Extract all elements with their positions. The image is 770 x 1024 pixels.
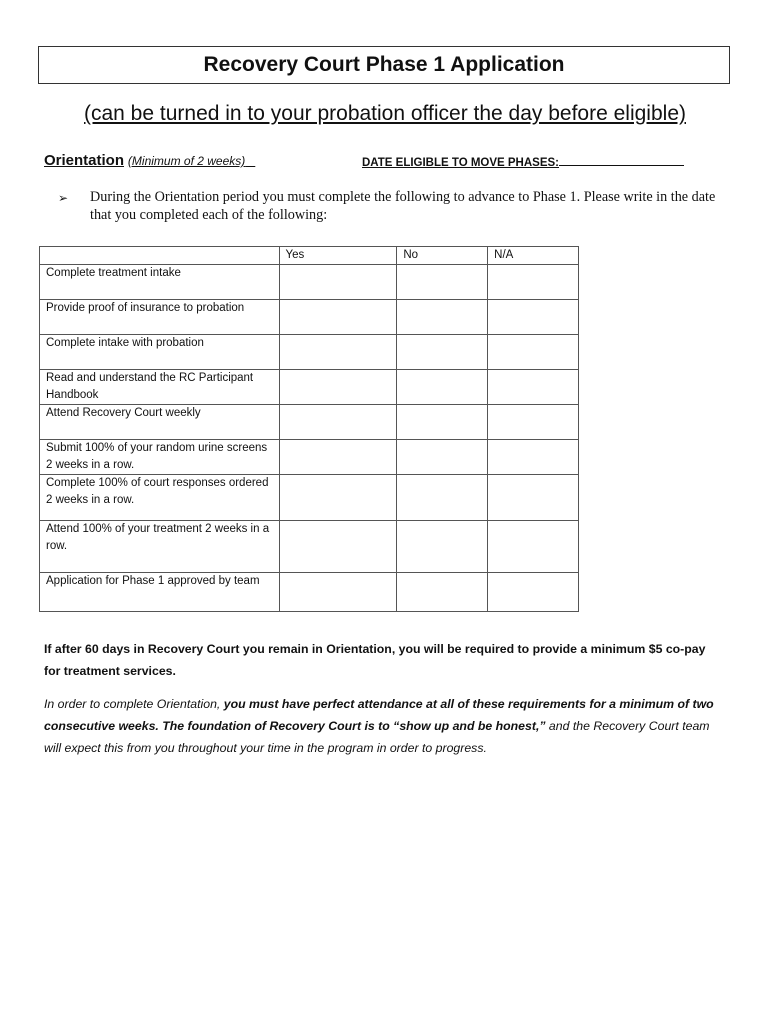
table-row xyxy=(40,335,579,370)
na-cell[interactable] xyxy=(488,475,579,521)
yes-cell[interactable] xyxy=(279,335,397,370)
date-eligible xyxy=(362,154,684,169)
requirement-label: Application for Phase 1 approved by team xyxy=(40,573,280,612)
table-header-no: No xyxy=(397,247,488,265)
requirements-table xyxy=(39,246,579,612)
closing-text-end: and the Recovery Court team will expect this from you throughout your time in the program in order to progress. xyxy=(44,719,710,755)
no-cell[interactable] xyxy=(397,265,488,300)
table-header-row xyxy=(40,247,579,265)
na-cell[interactable] xyxy=(488,573,579,612)
table-row xyxy=(40,573,579,612)
na-cell[interactable] xyxy=(488,405,579,440)
na-cell[interactable] xyxy=(488,440,579,475)
requirement-label: Read and understand the RC Participant Handbook xyxy=(40,370,280,405)
requirement-label: Attend 100% of your treatment 2 weeks in a row. xyxy=(40,521,280,573)
table-header-cell xyxy=(40,247,280,265)
yes-cell[interactable] xyxy=(279,265,397,300)
yes-cell[interactable] xyxy=(279,440,397,475)
table-row xyxy=(40,475,579,521)
yes-cell[interactable] xyxy=(279,370,397,405)
table-row xyxy=(40,405,579,440)
yes-cell[interactable] xyxy=(279,475,397,521)
no-cell[interactable] xyxy=(397,405,488,440)
requirement-label: Submit 100% of your random urine screens 2 weeks in a row. xyxy=(40,440,280,475)
form-title: Recovery Court Phase 1 Application xyxy=(203,53,565,76)
no-cell[interactable] xyxy=(397,475,488,521)
yes-cell[interactable] xyxy=(279,521,397,573)
table-header-na: N/A xyxy=(488,247,579,265)
arrow-bullet-icon: ➢ xyxy=(58,191,69,205)
na-cell[interactable] xyxy=(488,335,579,370)
date-eligible-label: DATE ELIGIBLE TO MOVE PHASES: xyxy=(362,157,560,169)
requirement-label: Complete 100% of court responses ordered 2 weeks in a row. xyxy=(40,475,280,521)
requirement-label: Complete intake with probation xyxy=(40,335,280,370)
instruction-paragraph xyxy=(58,188,718,224)
closing-paragraph xyxy=(44,693,729,759)
na-cell[interactable] xyxy=(488,265,579,300)
no-cell[interactable] xyxy=(397,370,488,405)
no-cell[interactable] xyxy=(397,573,488,612)
orientation-label: Orientation xyxy=(44,152,125,169)
requirement-label: Attend Recovery Court weekly xyxy=(40,405,280,440)
closing-text-emphasis: you must have perfect attendance at all of these requirements for a minimum of two consecutive weeks. The foundation of Recovery Court is to “show up and be honest,” xyxy=(44,697,714,733)
no-cell[interactable] xyxy=(397,521,488,573)
orientation-blank xyxy=(245,154,255,168)
table-row xyxy=(40,440,579,475)
no-cell[interactable] xyxy=(397,335,488,370)
no-cell[interactable] xyxy=(397,440,488,475)
yes-cell[interactable] xyxy=(279,300,397,335)
form-title-box xyxy=(38,46,730,84)
requirement-label: Provide proof of insurance to probation xyxy=(40,300,280,335)
yes-cell[interactable] xyxy=(279,573,397,612)
orientation-line xyxy=(44,152,734,169)
form-subtitle: (can be turned in to your probation officer the day before eligible) xyxy=(84,102,686,125)
table-header-yes: Yes xyxy=(279,247,397,265)
table-row xyxy=(40,521,579,573)
closing-text-start: In order to complete Orientation, xyxy=(44,697,224,711)
instruction-text: During the Orientation period you must complete the following to advance to Phase 1. Please write in the date that you completed each of the following: xyxy=(90,189,716,223)
table-row xyxy=(40,370,579,405)
na-cell[interactable] xyxy=(488,521,579,573)
orientation-minimum: (Minimum of 2 weeks) xyxy=(127,154,246,168)
date-eligible-blank-field[interactable] xyxy=(559,154,684,166)
yes-cell[interactable] xyxy=(279,405,397,440)
no-cell[interactable] xyxy=(397,300,488,335)
na-cell[interactable] xyxy=(488,300,579,335)
table-row xyxy=(40,300,579,335)
requirement-label: Complete treatment intake xyxy=(40,265,280,300)
copay-warning: If after 60 days in Recovery Court you remain in Orientation, you will be required to provide a minimum $5 co-pay for treatment services. xyxy=(44,642,706,678)
na-cell[interactable] xyxy=(488,370,579,405)
table-row xyxy=(40,265,579,300)
